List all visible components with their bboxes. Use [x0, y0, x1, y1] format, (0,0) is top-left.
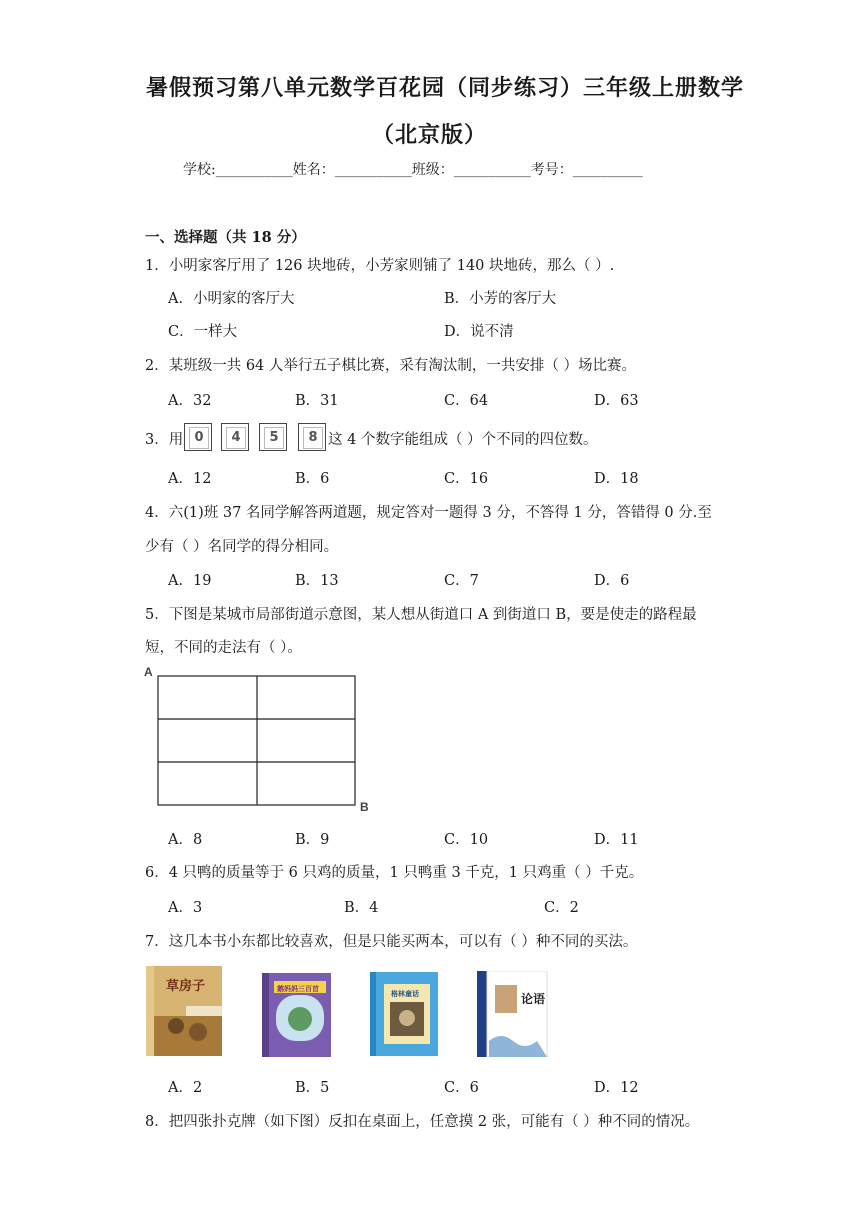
question-3-suffix: 这 4 个数字能组成（ ）个不同的四位数。	[328, 432, 598, 448]
book-cover-grimm	[370, 972, 438, 1056]
book-cover-lunyu	[477, 971, 549, 1057]
q3-option-a[interactable]: A．12	[168, 471, 212, 487]
q5-option-b[interactable]: B．9	[295, 832, 330, 848]
q3-option-d[interactable]: D．18	[594, 471, 639, 487]
question-6: 6．4 只鸭的质量等于 6 只鸡的质量，1 只鸭重 3 千克，1 只鸡重（ ）千克。	[145, 865, 644, 881]
student-info-line: 学校:___________姓名：___________班级：___________考号：__________	[183, 162, 643, 178]
q2-option-a[interactable]: A．32	[168, 393, 212, 409]
section-heading: 一、选择题（共 18 分）	[145, 229, 306, 246]
q2-option-d[interactable]: D．63	[594, 393, 639, 409]
q5-option-c[interactable]: C．10	[444, 832, 489, 848]
digit-card-value: 4	[226, 427, 246, 449]
page-title: 暑假预习第八单元数学百花园（同步练习）三年级上册数学	[146, 75, 745, 101]
digit-card	[221, 423, 249, 451]
q3-option-c[interactable]: C．16	[444, 471, 489, 487]
q1-option-a[interactable]: A．小明家的客厅大	[168, 291, 295, 307]
q6-option-c[interactable]: C．2	[544, 900, 579, 916]
q5-option-d[interactable]: D．11	[594, 832, 639, 848]
digit-card-value: 8	[303, 427, 323, 449]
q1-option-b[interactable]: B．小芳的客厅大	[444, 291, 557, 307]
digit-card-value: 5	[264, 427, 284, 449]
q6-option-b[interactable]: B．4	[344, 900, 379, 916]
grid-label-a: A	[144, 665, 153, 679]
q7-option-d[interactable]: D．12	[594, 1080, 639, 1096]
q6-option-a[interactable]: A．3	[168, 900, 203, 916]
question-4-line2: 少有（ ）名同学的得分相同。	[145, 539, 339, 555]
question-8: 8．把四张扑克牌（如下图）反扣在桌面上，任意摸 2 张，可能有（ ）种不同的情况。	[145, 1114, 700, 1130]
book-title: 草房子	[166, 979, 206, 994]
book-cover-goose-mother	[262, 973, 332, 1057]
grid-label-b: B	[360, 800, 369, 814]
q3-option-b[interactable]: B．6	[295, 471, 330, 487]
question-1: 1．小明家客厅用了 126 块地砖，小芳家则铺了 140 块地砖，那么（ ）.	[145, 258, 615, 274]
book-cover-caofangzi	[146, 966, 224, 1056]
question-5-line1: 5．下图是某城市局部街道示意图，某人想从街道口 A 到街道口 B，要是使走的路程最	[145, 607, 697, 623]
q7-option-a[interactable]: A．2	[168, 1080, 203, 1096]
question-7: 7．这几本书小东都比较喜欢，但是只能买两本，可以有（ ）种不同的买法。	[145, 934, 638, 950]
book-title: 格林童话	[391, 990, 419, 998]
digit-card	[298, 423, 326, 451]
question-3-prefix: 3．用	[145, 432, 184, 448]
book-title: 鹅妈妈三百首	[277, 985, 319, 993]
question-2: 2．某班级一共 64 人举行五子棋比赛，采有淘汰制，一共安排（ ）场比赛。	[145, 358, 637, 374]
q4-option-c[interactable]: C．7	[444, 573, 479, 589]
q7-option-c[interactable]: C．6	[444, 1080, 479, 1096]
q2-option-c[interactable]: C．64	[444, 393, 489, 409]
q4-option-a[interactable]: A．19	[168, 573, 212, 589]
q2-option-b[interactable]: B．31	[295, 393, 339, 409]
q1-option-c[interactable]: C．一样大	[168, 324, 238, 340]
digit-card	[259, 423, 287, 451]
question-4-line1: 4．六(1)班 37 名同学解答两道题，规定答对一题得 3 分，不答得 1 分，答错得 0 分.至	[145, 505, 712, 521]
q7-option-b[interactable]: B．5	[295, 1080, 330, 1096]
q4-option-b[interactable]: B．13	[295, 573, 339, 589]
digit-card-value: 0	[189, 427, 209, 449]
page-subtitle: （北京版）	[372, 122, 488, 148]
book-title: 论语	[521, 992, 546, 1006]
q1-option-d[interactable]: D．说不清	[444, 324, 514, 340]
street-grid-diagram	[140, 660, 380, 820]
q4-option-d[interactable]: D．6	[594, 573, 630, 589]
q5-option-a[interactable]: A．8	[168, 832, 203, 848]
digit-card	[184, 423, 212, 451]
question-5-line2: 短，不同的走法有（ ）。	[145, 640, 302, 656]
